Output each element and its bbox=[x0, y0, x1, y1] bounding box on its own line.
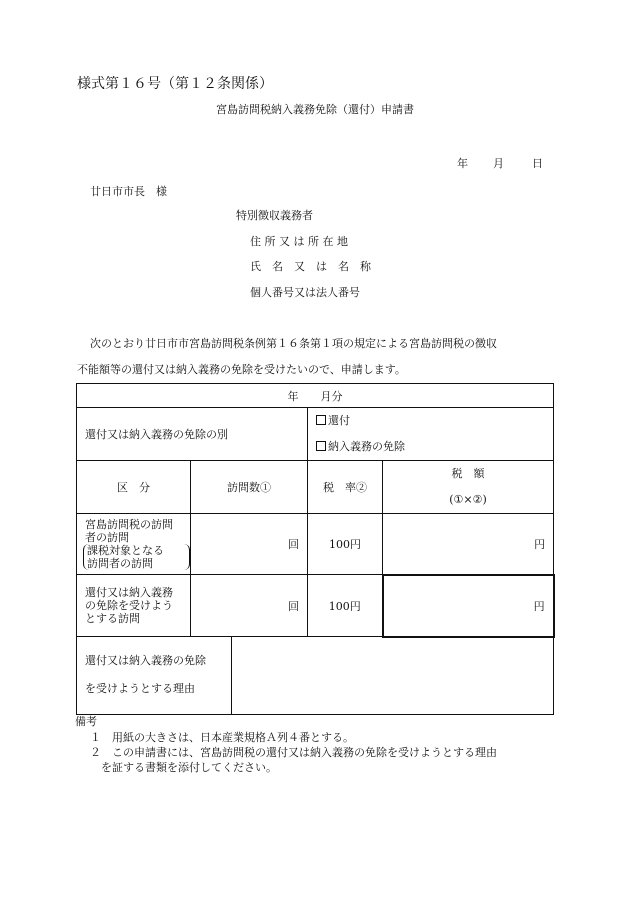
form-number: 様式第１６号（第１２条関係） bbox=[77, 76, 273, 92]
notes-item-2-line-1: ２ この申請書には、宮島訪問税の還付又は納入義務の免除を受けようとする理由 bbox=[90, 746, 497, 759]
reason-label-line1: 還付又は納入義務の免除 bbox=[85, 654, 206, 668]
row1-amount-cell[interactable] bbox=[383, 514, 554, 575]
row2-label-line2: の免除を受けよう bbox=[85, 599, 173, 612]
rate-header bbox=[308, 461, 383, 514]
type-label: 還付又は納入義務の免除の別 bbox=[85, 428, 228, 441]
type-label-cell bbox=[77, 408, 308, 461]
row1-label-cell bbox=[77, 514, 191, 575]
notes-item-1: １ 用紙の大きさは、日本産業規格Ａ列４番とする。 bbox=[90, 731, 354, 744]
reason-label-line2: を受けようとする理由 bbox=[85, 682, 195, 696]
amount-header-formula: (①×②) bbox=[449, 493, 487, 506]
row2-label-cell bbox=[77, 575, 191, 637]
row1-label-line1: 宮島訪問税の訪問 bbox=[85, 518, 173, 531]
row2-visits-cell[interactable] bbox=[191, 575, 308, 637]
addressee: 廿日市市長 様 bbox=[90, 185, 167, 198]
row2-visits-unit: 回 bbox=[288, 599, 299, 613]
row1-label-line2: 者の訪問 bbox=[85, 531, 129, 544]
row1-visits-unit: 回 bbox=[288, 538, 299, 551]
amount-header-label: 税 額 bbox=[451, 467, 485, 480]
application-table bbox=[76, 383, 555, 715]
collector-number-label: 個人番号又は法人番号 bbox=[250, 286, 360, 299]
row1-label-line4: 訪問者の訪問 bbox=[87, 557, 153, 570]
row1-label-line3: 課税対象となる bbox=[87, 544, 164, 557]
rate-header-label: 税 率② bbox=[323, 481, 367, 494]
period-label: 年 月分 bbox=[287, 389, 343, 403]
row2-amount-unit: 円 bbox=[533, 599, 545, 613]
row2-label-line3: とする訪問 bbox=[85, 612, 140, 625]
collector-address-label: 住 所 又 は 所 在 地 bbox=[250, 235, 348, 248]
date-day: 日 bbox=[532, 157, 543, 170]
reason-label-cell bbox=[77, 637, 232, 715]
visits-header bbox=[191, 461, 308, 514]
exemption-checkbox[interactable] bbox=[316, 441, 326, 451]
exemption-option[interactable] bbox=[316, 434, 553, 460]
date-year: 年 bbox=[457, 157, 468, 170]
row2-amount-cell[interactable] bbox=[383, 575, 554, 637]
body-line-2: 不能額等の還付又は納入義務の免除を受けたいので、申請します。 bbox=[77, 363, 406, 376]
collector-name-label: 氏 名 又 は 名 称 bbox=[250, 260, 371, 273]
type-options-cell bbox=[308, 408, 554, 461]
row1-bracket bbox=[83, 544, 190, 570]
reason-input-cell[interactable] bbox=[232, 637, 554, 715]
period-cell[interactable] bbox=[77, 384, 554, 408]
refund-option-label: 還付 bbox=[328, 414, 350, 427]
form-title: 宮島訪問税納入義務免除（還付）申請書 bbox=[216, 103, 414, 116]
body-line-1: 次のとおり廿日市市宮島訪問税条例第１６条第１項の規定による宮島訪問税の徴収 bbox=[90, 337, 497, 350]
category-header bbox=[77, 461, 191, 514]
exemption-option-label: 納入義務の免除 bbox=[328, 440, 405, 453]
row1-rate-cell bbox=[308, 514, 383, 575]
row1-rate: 100円 bbox=[329, 538, 361, 551]
row2-rate-cell bbox=[308, 575, 383, 637]
collector-title: 特別徴収義務者 bbox=[236, 209, 313, 222]
refund-checkbox[interactable] bbox=[316, 415, 326, 425]
row1-visits-cell[interactable] bbox=[191, 514, 308, 575]
row2-label-line1: 還付又は納入義務 bbox=[85, 586, 173, 599]
refund-option[interactable] bbox=[316, 408, 553, 434]
notes-item-2-line-2: を証する書類を添付してください。 bbox=[101, 761, 277, 774]
amount-header bbox=[383, 461, 554, 514]
visits-header-label: 訪問数① bbox=[227, 481, 271, 494]
date-month: 月 bbox=[493, 157, 504, 170]
row1-amount-unit: 円 bbox=[534, 537, 546, 551]
row2-rate: 100円 bbox=[328, 599, 361, 613]
category-header-label: 区 分 bbox=[117, 481, 150, 494]
notes-title: 備考 bbox=[75, 715, 97, 728]
